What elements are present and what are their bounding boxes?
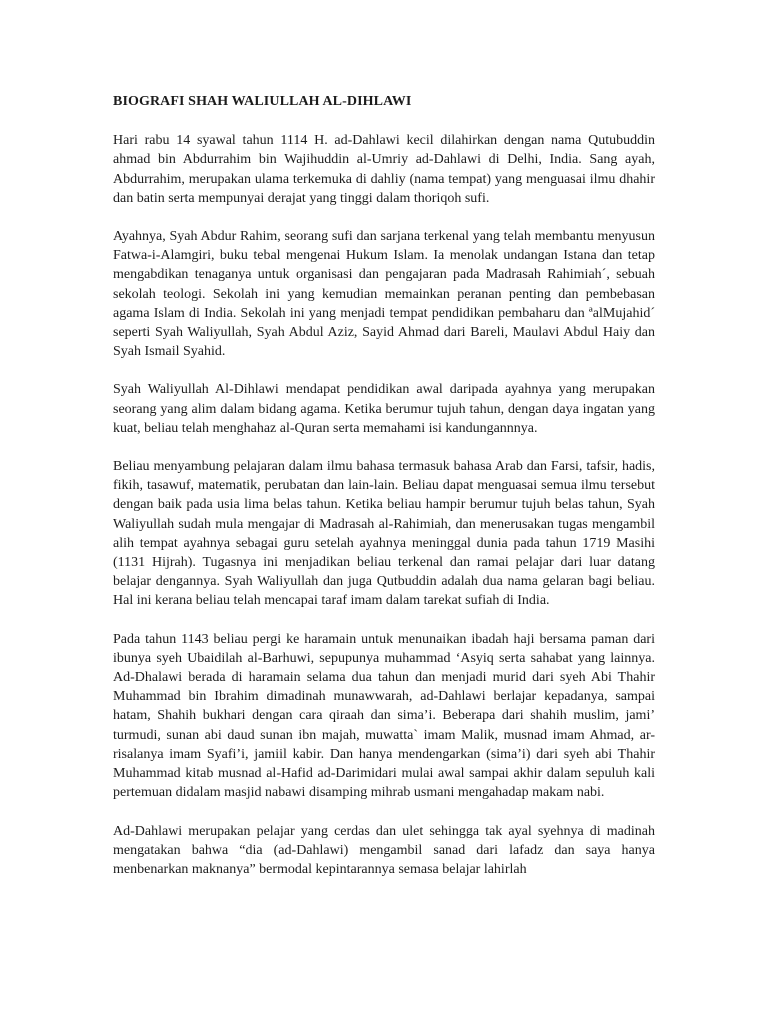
document-title: BIOGRAFI SHAH WALIULLAH AL-DIHLAWI bbox=[113, 94, 412, 109]
paragraph-further-study: Beliau menyambung pelajaran dalam ilmu bahasa termasuk bahasa Arab dan Farsi, tafsir, hadis, fikih, tasawuf, matematik, perubatan dan lain-lain. Beliau dapat menguasai semua ilmu tersebut dengan baik pada usia lima belas tahun. Ketika beliau hampir berumur tujuh belas tahun, Syah Waliyullah sudah mula mengajar di Madrasah al-Rahimiah, dan menerusakan tugas mengambil alih tempat ayahnya sebagai guru setelah ayahnya meninggal dunia pada tahun 1719 Masihi (1131 Hijrah). Tugasnya ini menjadikan beliau terkenal dan ramai pelajar dari luar datang belajar dengannya. Syah Waliyullah dan juga Qutbuddin adalah dua nama gelaran bagi beliau. Hal ini kerana beliau telah mencapai taraf imam dalam tarekat sufiah di India. bbox=[113, 459, 655, 609]
paragraph-early-education: Syah Waliyullah Al-Dihlawi mendapat pendidikan awal daripada ayahnya yang merupakan seorang yang alim dalam bidang agama. Ketika berumur tujuh tahun, dengan daya ingatan yang kuat, beliau telah menghahaz al-Quran serta memahami isi kandungannnya. bbox=[113, 382, 655, 436]
document-page bbox=[113, 92, 655, 879]
paragraph-student: Ad-Dahlawi merupakan pelajar yang cerdas dan ulet sehingga tak ayal syehnya di madinah mengatakan bahwa “dia (ad-Dahlawi) mengambil sanad dari lafadz dan saya hanya menbenarkan maknanya” bermodal kepintarannya semasa belajar lahirlah bbox=[113, 823, 655, 877]
paragraph-birth: Hari rabu 14 syawal tahun 1114 H. ad-Dahlawi kecil dilahirkan dengan nama Qutubuddin ahmad bin Abdurrahim bin Wajihuddin al-Umriy ad-Dahlawi di Delhi, India. Sang ayah, Abdurrahim, merupakan ulama terkemuka di dahliy (nama tempat) yang menguasai ilmu dhahir dan batin serta mempunyai derajat yang tinggi dalam thoriqoh sufi. bbox=[113, 133, 655, 206]
paragraph-father: Ayahnya, Syah Abdur Rahim, seorang sufi dan sarjana terkenal yang telah membantu menyusun Fatwa-i-Alamgiri, buku tebal mengenai Hukum Islam. Ia menolak undangan Istana dan tetap mengabdikan tenaganya untuk organisasi dan pengajaran pada Madrasah Rahimiah´, sebuah sekolah teologi. Sekolah ini yang kemudian memainkan peranan penting dan pembebasan agama Islam di India. Sekolah ini yang menjadi tempat pendidikan pembaharu dan ªalMujahid´ seperti Syah Waliyullah, Syah Abdul Aziz, Sayid Ahmad dari Bareli, Maulavi Abdul Haiy dan Syah Ismail Syahid. bbox=[113, 229, 655, 360]
paragraph-haramain: Pada tahun 1143 beliau pergi ke haramain untuk menunaikan ibadah haji bersama paman dari ibunya syeh Ubaidilah al-Barhuwi, sepupunya muhammad ‘Asyiq serta sahabat yang lainnya. Ad-Dhalawi berada di haramain selama dua tahun dan menjadi murid dari syeh Abi Thahir Muhammad bin Ibrahim dimadinah munawwarah, ad-Dahlawi berlajar kepadanya, sampai hatam, Shahih bukhari dengan cara qiraah dan sima’i. Beberapa dari shahih muslim, jami’ turmudi, sunan abi daud sunan ibn majah, muwatta` imam Malik, musnad imam Ahmad, ar-risalanya imam Syafi’i, jamiil kabir. Dan hanya mendengarkan (sima’i) dari syeh abi Thahir Muhammad kitab musnad al-Hafid ad-Darimidari mulai awal sampai akhir dalam sepuluh kali pertemuan didalam masjid nabawi disamping mihrab usmani mengahadap makam nabi. bbox=[113, 631, 655, 801]
